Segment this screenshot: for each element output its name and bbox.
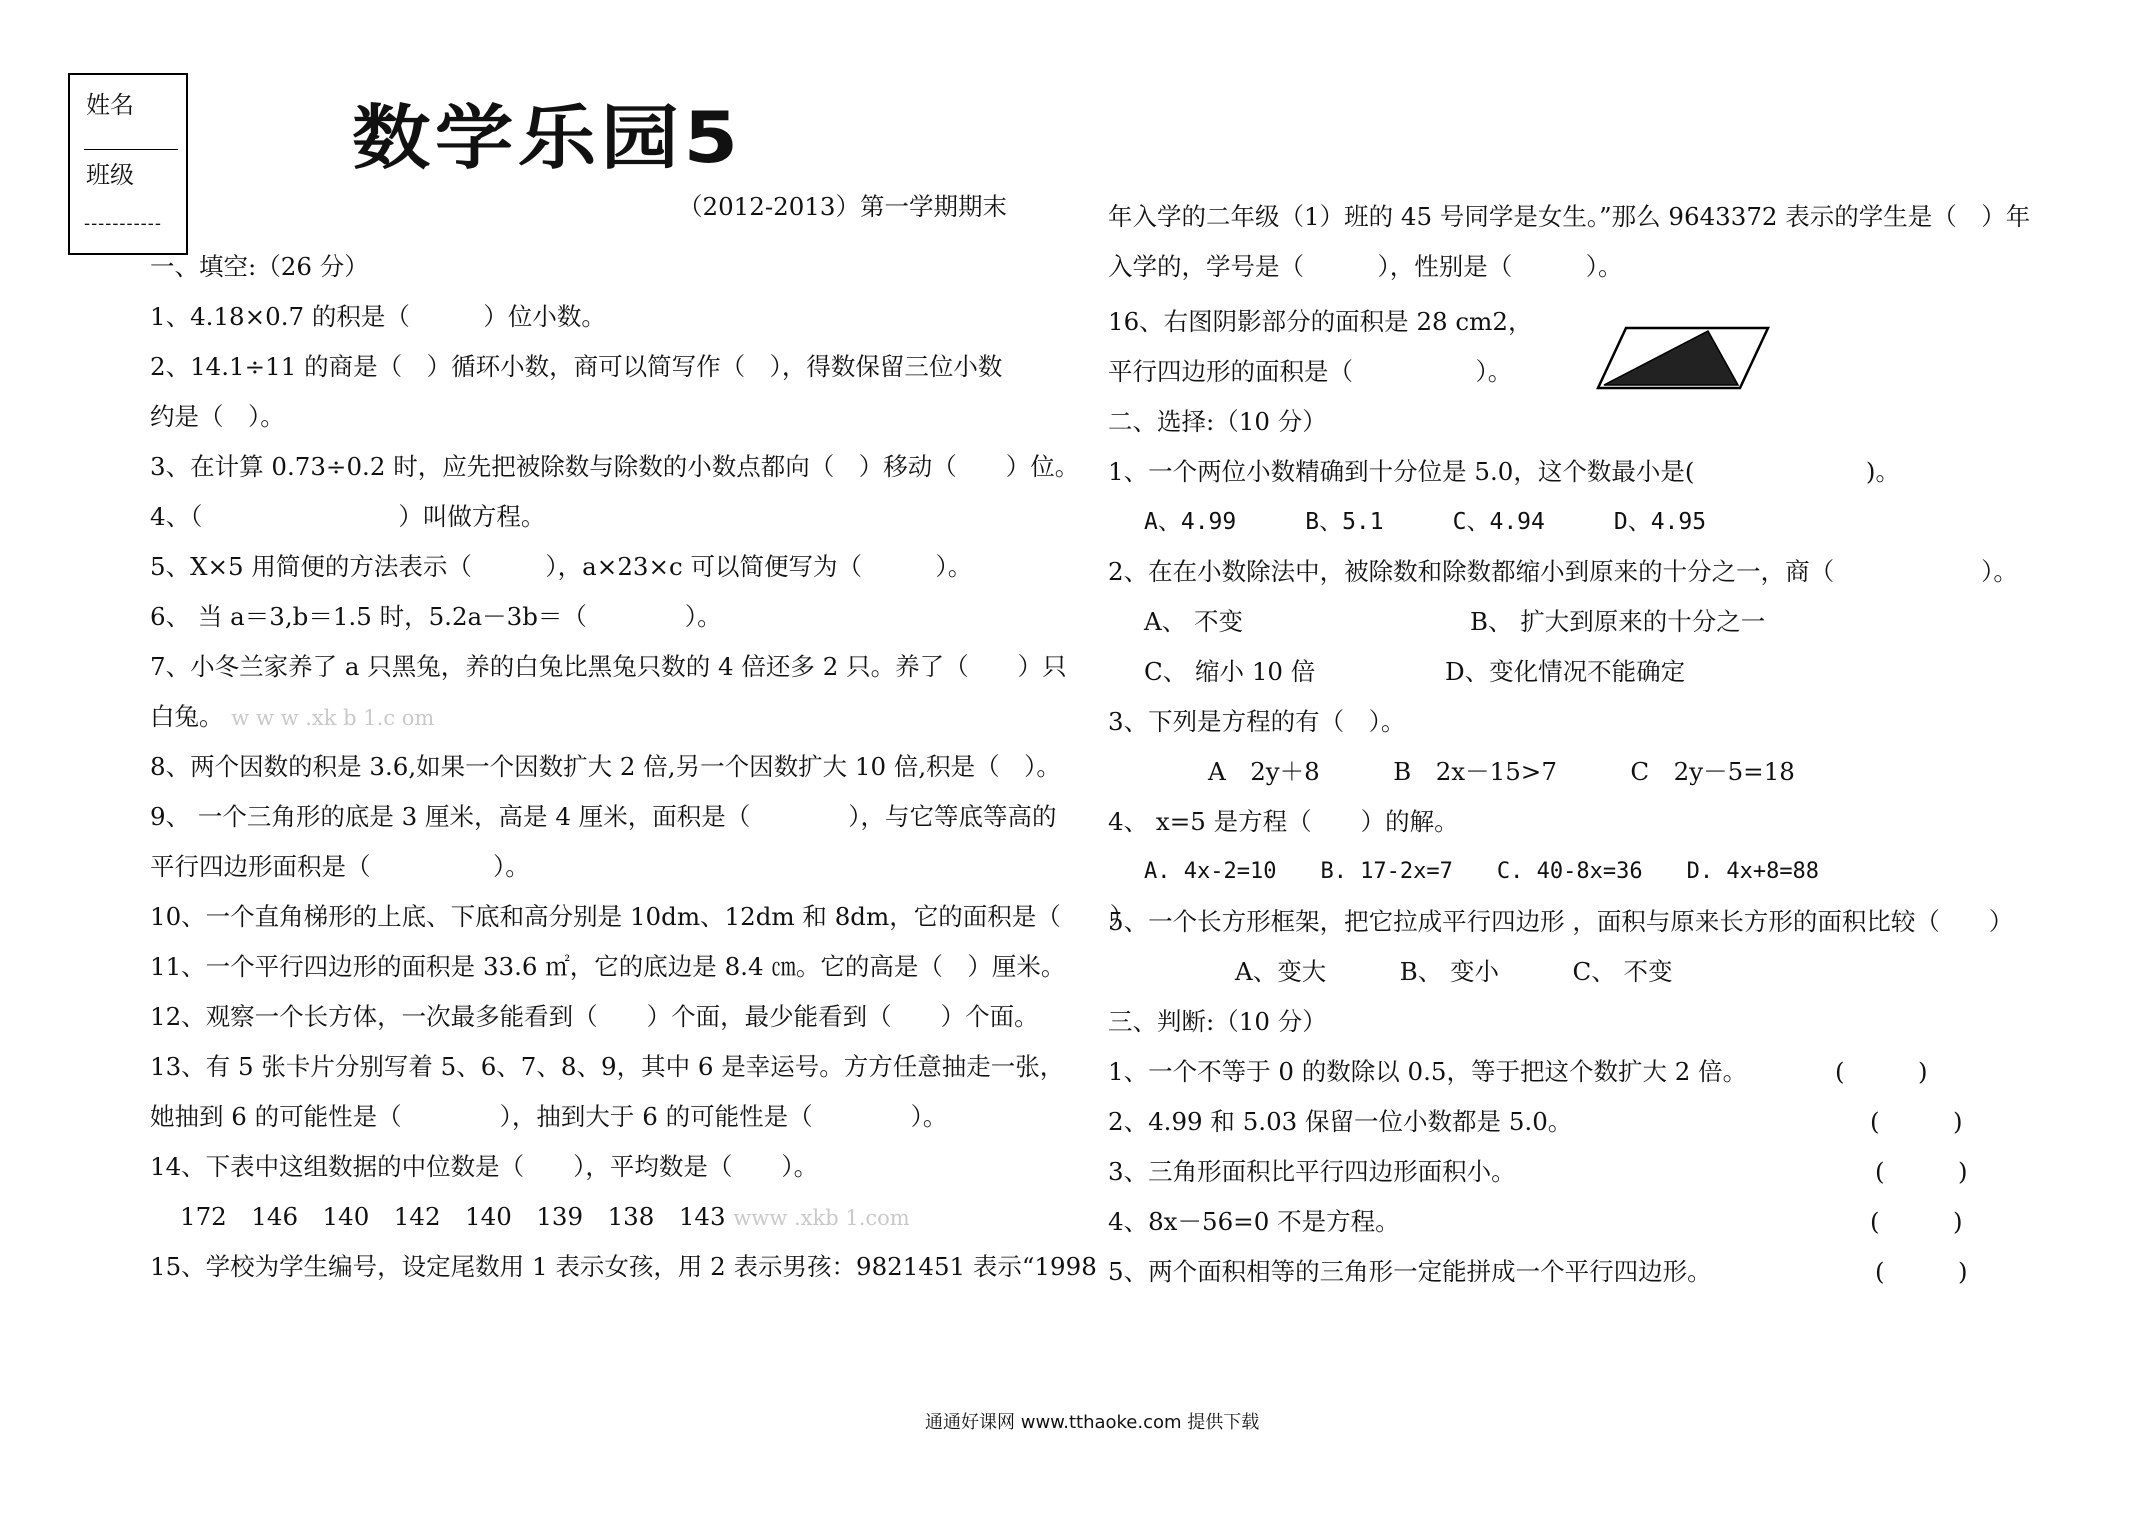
judge-2-answer: ( ) xyxy=(1870,1107,1963,1136)
choice-2-option-d: D、变化情况不能确定 xyxy=(1445,657,1686,686)
question-2b: 约是（ ）。 xyxy=(150,402,285,431)
question-15b: 年入学的二年级（1）班的 45 号同学是女生。”那么 9643372 表示的学生是（ ）年 xyxy=(1108,202,2031,231)
question-14-data xyxy=(180,1200,910,1235)
choice-5-options: A、变大 B、 变小 C、 不变 xyxy=(1235,957,1673,986)
choice-4: 4、 x=5 是方程（ ）的解。 xyxy=(1108,807,1459,836)
question-11: 11、一个平行四边形的面积是 33.6 ㎡，它的底边是 8.4 ㎝。它的高是（ ）厘米。 xyxy=(150,952,1066,981)
name-underline xyxy=(84,149,178,150)
question-5: 5、X×5 用简便的方法表示（ ），a×23×c 可以简便写为（ ）。 xyxy=(150,552,973,581)
question-13b: 她抽到 6 的可能性是（ ），抽到大于 6 的可能性是（ ）。 xyxy=(150,1102,948,1131)
choice-4-options: A. 4x-2=10 B. 17-2x=7 C. 40-8x=36 D. 4x+8=88 xyxy=(1144,859,1820,884)
data-values: 172 146 140 142 140 139 138 143 xyxy=(180,1202,726,1231)
question-9b: 平行四边形面积是（ ）。 xyxy=(150,852,530,881)
choice-1: 1、一个两位小数精确到十分位是 5.0，这个数最小是( )。 xyxy=(1108,457,1900,486)
choice-2-option-c: C、 缩小 10 倍 xyxy=(1144,657,1316,686)
choice-2: 2、在在小数除法中，被除数和除数都缩小到原来的十分之一，商（ ）。 xyxy=(1108,557,2018,586)
question-16a: 16、右图阴影部分的面积是 28 cm2， xyxy=(1108,307,1533,336)
page-title: 数学乐园5 xyxy=(352,97,743,179)
judge-1-answer: ( ) xyxy=(1835,1057,1928,1086)
judge-1: 1、一个不等于 0 的数除以 0.5，等于把这个数扩大 2 倍。 xyxy=(1108,1057,1748,1086)
watermark-text-2: www .xkb 1.com xyxy=(733,1206,910,1230)
question-10: 10、一个直角梯形的上底、下底和高分别是 10dm、12dm 和 8dm，它的面积是（ ） xyxy=(150,902,1135,931)
section-fill-heading: 一、填空:（26 分） xyxy=(150,252,369,281)
exam-subtitle: （2012-2013）第一学期期末 xyxy=(678,192,1007,221)
question-1: 1、4.18×0.7 的积是（ ）位小数。 xyxy=(150,302,606,331)
name-label: 姓名 xyxy=(86,91,134,119)
choice-2-option-b: B、 扩大到原来的十分之一 xyxy=(1470,607,1766,636)
judge-5: 5、两个面积相等的三角形一定能拼成一个平行四边形。 xyxy=(1108,1257,1712,1286)
watermark-text: w w w .xk b 1.c om xyxy=(231,706,435,730)
choice-1-options: A、4.99 B、5.1 C、4.94 D、4.95 xyxy=(1144,509,1707,535)
question-6: 6、 当 a＝3,b＝1.5 时，5.2a－3b＝（ ）。 xyxy=(150,602,722,631)
footer-credit: 通通好课网 www.tthaoke.com 提供下载 xyxy=(925,1412,1260,1433)
section-choice-heading: 二、选择:（10 分） xyxy=(1108,407,1327,436)
question-4: 4、（ ）叫做方程。 xyxy=(150,502,546,531)
judge-5-answer: ( ) xyxy=(1875,1257,1968,1286)
question-7b xyxy=(150,700,434,735)
question-8: 8、两个因数的积是 3.6,如果一个因数扩大 2 倍,另一个因数扩大 10 倍,积是（ ）。 xyxy=(150,752,1061,781)
judge-3-answer: ( ) xyxy=(1875,1157,1968,1186)
choice-3: 3、下列是方程的有（ ）。 xyxy=(1108,707,1406,736)
question-12: 12、观察一个长方体，一次最多能看到（ ）个面，最少能看到（ ）个面。 xyxy=(150,1002,1039,1031)
judge-4-answer: ( ) xyxy=(1870,1207,1963,1236)
question-13a: 13、有 5 张卡片分别写着 5、6、7、8、9，其中 6 是幸运号。方方任意抽走一张， xyxy=(150,1052,1065,1081)
question-14: 14、下表中这组数据的中位数是（ ），平均数是（ ）。 xyxy=(150,1152,819,1181)
judge-2: 2、4.99 和 5.03 保留一位小数都是 5.0。 xyxy=(1108,1107,1573,1136)
choice-3-options: A 2y＋8 B 2x－15>7 C 2y－5=18 xyxy=(1208,757,1795,786)
class-label: 班级 xyxy=(86,161,134,189)
choice-2-option-a: A、 不变 xyxy=(1144,607,1243,636)
choice-5: 5、一个长方形框架，把它拉成平行四边形 ，面积与原来长方形的面积比较（ ） xyxy=(1108,907,2014,936)
question-16b: 平行四边形的面积是（ ）。 xyxy=(1108,357,1513,386)
question-7b-text: 白兔。 xyxy=(150,702,224,731)
section-judge-heading: 三、判断:（10 分） xyxy=(1108,1007,1327,1036)
question-9a: 9、 一个三角形的底是 3 厘米，高是 4 厘米，面积是（ ），与它等底等高的 xyxy=(150,802,1057,831)
question-15c: 入学的，学号是（ ），性别是（ ）。 xyxy=(1108,252,1623,281)
parallelogram-figure xyxy=(1590,322,1780,394)
judge-4: 4、8x－56=0 不是方程。 xyxy=(1108,1207,1400,1236)
question-3: 3、在计算 0.73÷0.2 时，应先把被除数与除数的小数点都向（ ）移动（ ）位。 xyxy=(150,452,1080,481)
question-2a: 2、14.1÷11 的商是（ ）循环小数，商可以简写作（ ），得数保留三位小数 xyxy=(150,352,1003,381)
question-7a: 7、小冬兰家养了 a 只黑兔，养的白兔比黑兔只数的 4 倍还多 2 只。养了（ ）只 xyxy=(150,652,1067,681)
name-class-box xyxy=(68,73,188,255)
question-15a: 15、学校为学生编号，设定尾数用 1 表示女孩，用 2 表示男孩：9821451 表示“1998 xyxy=(150,1252,1097,1281)
judge-3: 3、三角形面积比平行四边形面积小。 xyxy=(1108,1157,1516,1186)
class-dash-line: ----------- xyxy=(84,213,162,234)
